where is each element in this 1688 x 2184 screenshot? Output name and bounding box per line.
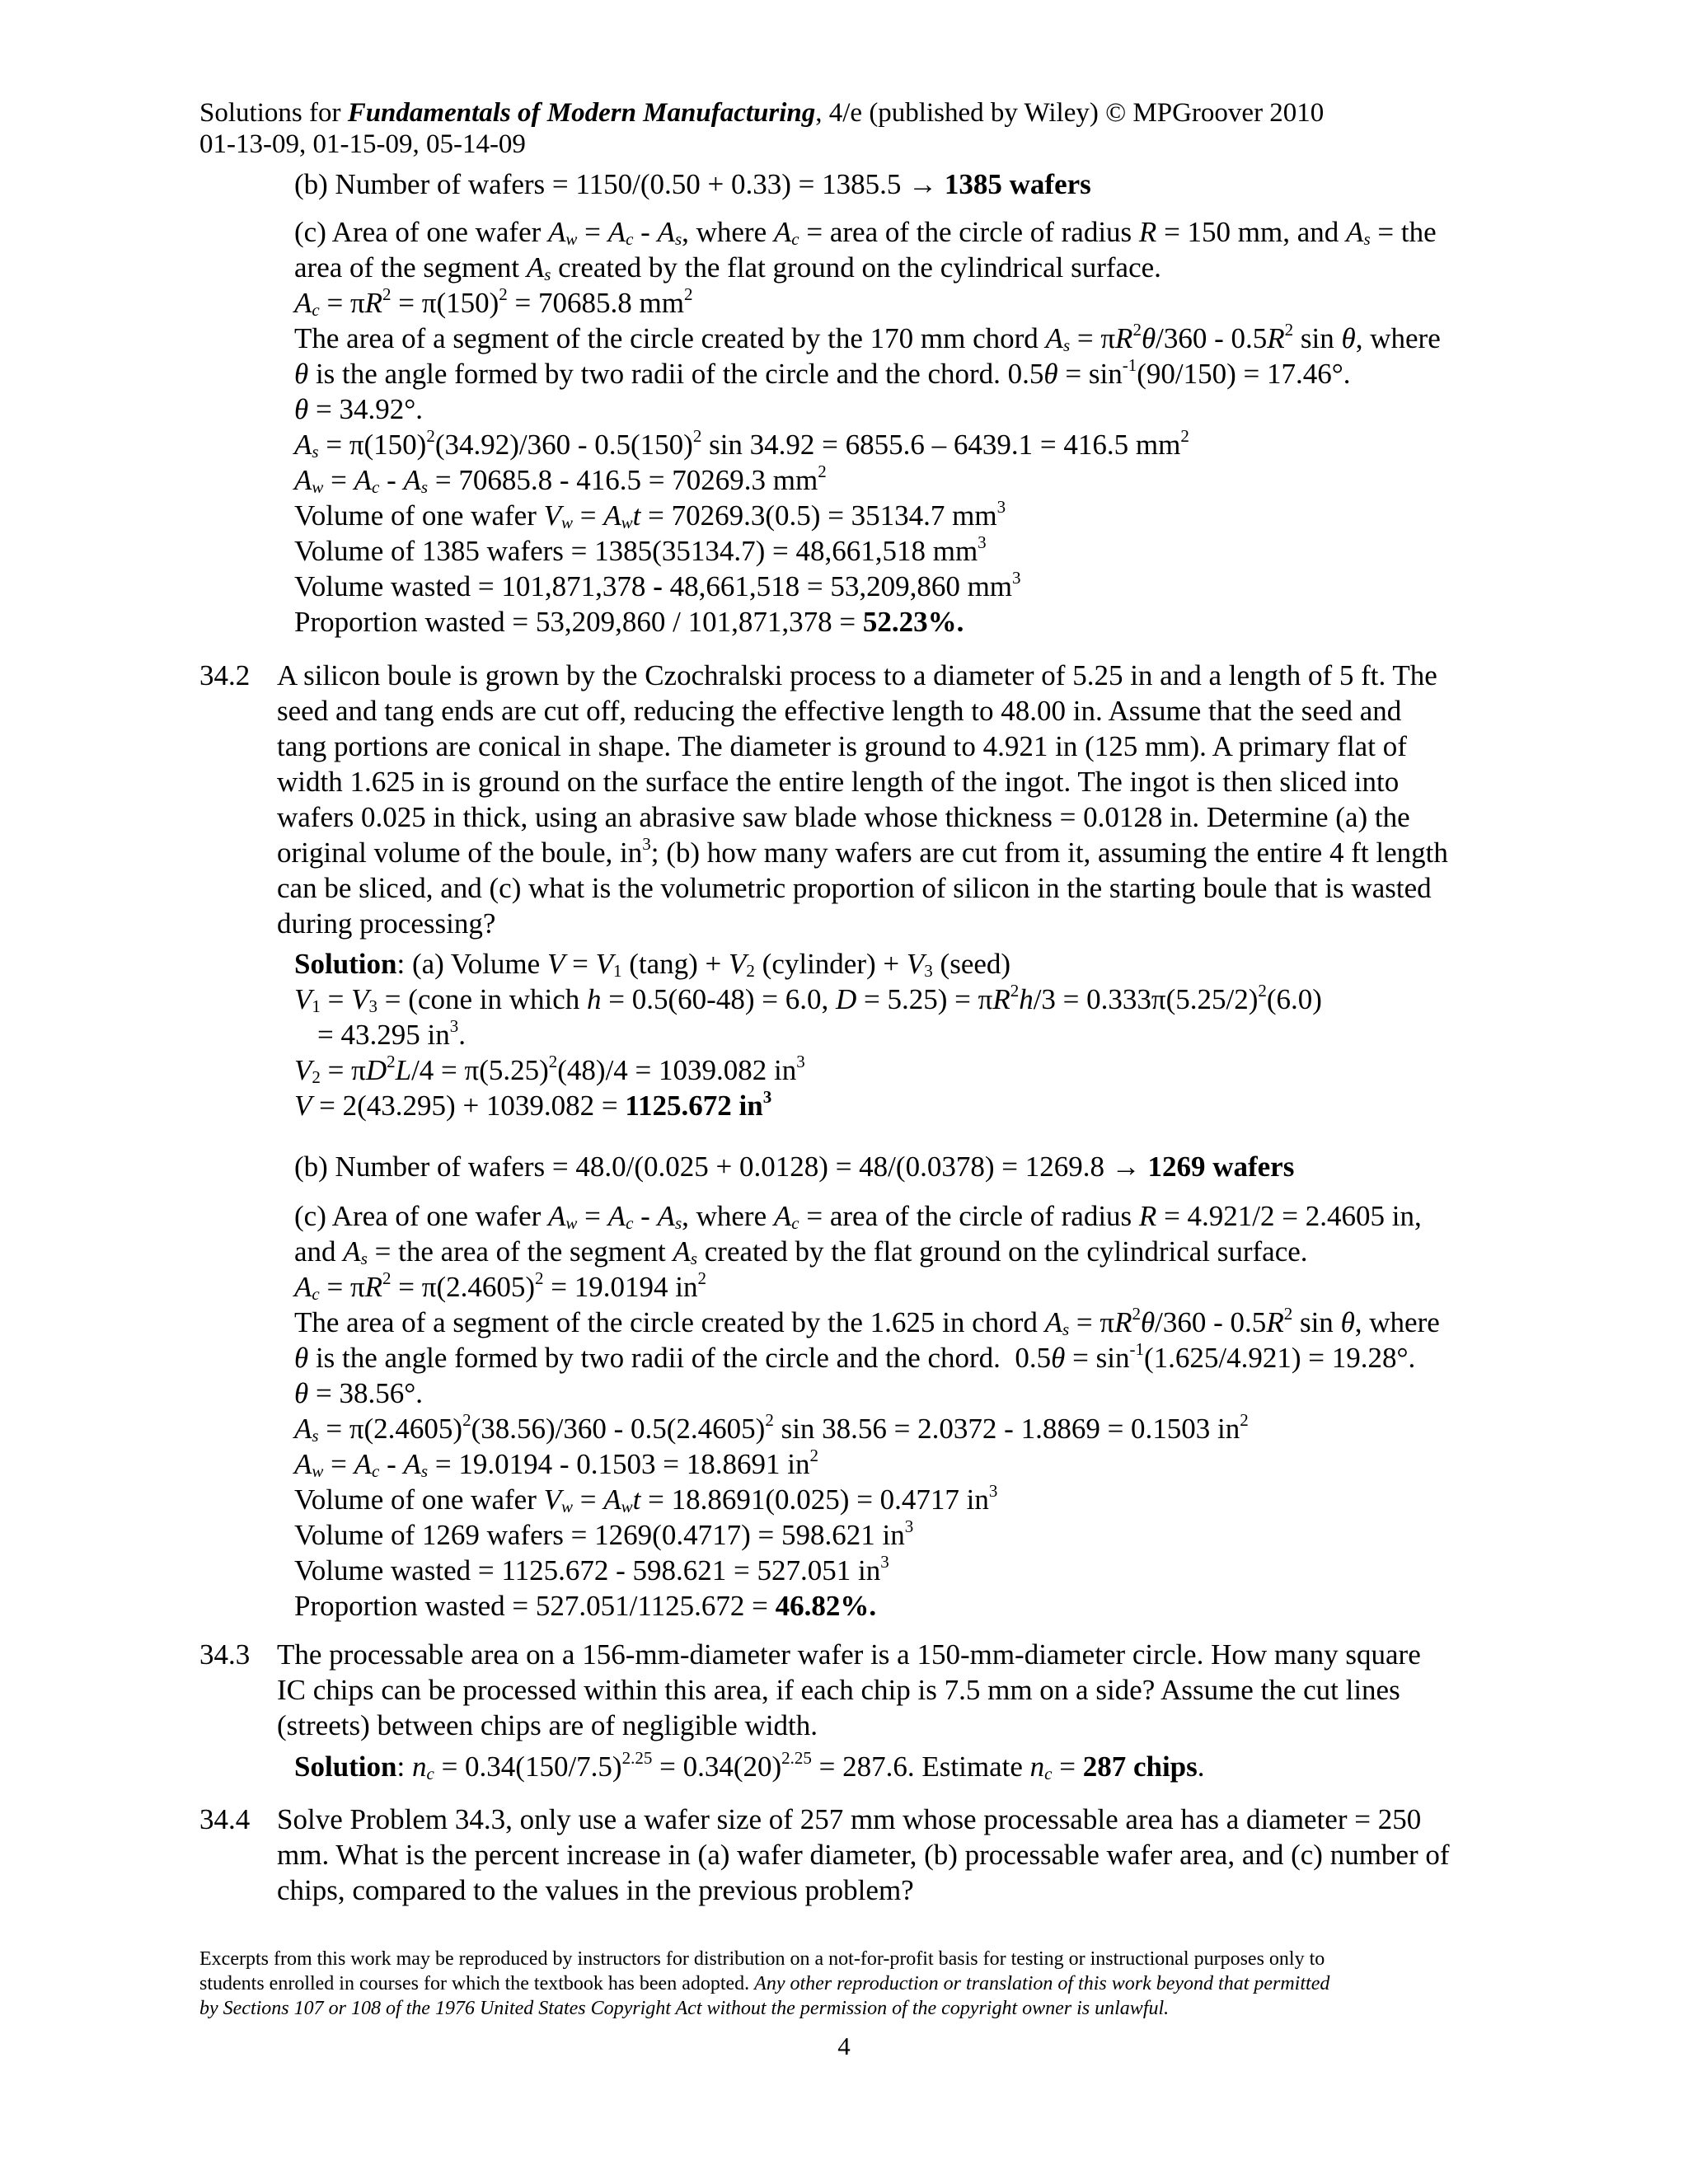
p342-part-b: (b) Number of wafers = 48.0/(0.025 + 0.0128) = 48/(0.0378) = 1269.8 → 1269 wafers (294, 1151, 1295, 1183)
p342-part-c: (c) Area of one wafer $A_w = A_c - A_s$, where $A_c$ = area of the circle of radius R = 4.921/2 = 2.4605 in, and $A_s$ = the area of the segment $A_s$ created by the flat ground on the cylindrical surface. $A_c = \pi R^2 = \pi(2.4605)^2 = 19.0194$ $in^2$ The area of a segment of the circle created by the 1.625 in chord $A_s = \pi R^2\theta/360 - 0.5R^2$ sin θ, where θ is the angle formed by two radii of the circle and the chord. $0.5\theta = \sin^{-1}(1.625/4.921) = 19.28^\circ$. θ = 38.56°. $A_s = \pi(2.4605)^2(38.56)/360 - 0.5(2.4605)^2$ sin 38.56 = 2.0372 - 1.8869 = 0.1503 $in^2$ $A_w = A_c - A_s = 19.0194 - 0.1503 = 18.8691$ $in^2$ Volume of one wafer $V_w = A_wt = 18.8691(0.025) = 0.4717$ $in^3$ Volume of 1269 wafers = 1269(0.4717) = 598.621 $in^3$ Volume wasted = 1125.672 - 598.621 = 527.051 $in^3$ Proportion wasted = 527.051/1125.672 = 46.82%. (294, 1200, 1440, 1622)
problem-statement: Solve Problem 34.3, only use a wafer size of 257 mm whose processable area has a diameter = 250 mm. What is the percent increase in (a) wafer diameter, (b) processable wafer area, and (c) number of chips, compared to the values in the previous problem? (277, 1803, 1450, 1906)
p341-b-answer: 1385 wafers (944, 168, 1091, 200)
header-line-2: 01-13-09, 01-15-09, 05-14-09 (199, 129, 526, 159)
page-number: 4 (837, 2032, 851, 2060)
problem-statement: A silicon boule is grown by the Czochralski process to a diameter of 5.25 in and a length of 5 ft. The seed and tang ends are cut off, reducing the effective length to 48.00 in. Assume that the seed and tang portions are conical in shape. The diameter is ground to 4.921 in (125 mm). A primary flat of width 1.625 in is ground on the surface the entire length of the ingot. The ingot is then sliced into wafers 0.025 in thick, using an abrasive saw blade whose thickness = 0.0128 in. Determine (a) the original volume of the boule, $in^3$; (b) how many wafers are cut from it, assuming the entire 4 ft length can be sliced, and (c) what is the volumetric proportion of silicon in the starting boule that is wasted during processing? (277, 659, 1448, 940)
p343-solution: Solution: $n_c = 0.34(150/7.5)^{2.25} = 0.34(20)^{2.25} = 287.6$. Estimate $n_c = 287$ chips. (294, 1747, 1205, 1784)
problem-number: 34.3 (199, 1638, 251, 1671)
problem-number: 34.2 (199, 659, 251, 691)
p341-part-c: (c) Area of one wafer $A_w = A_c - A_s$, where $A_c$ = area of the circle of radius R = 150 mm, and $A_s$ = the area of the segment $A_s$ created by the flat ground on the cylindrical surface. $A_c = \pi R^2 = \pi(150)^2 = 70685.8$ $mm^2$ The area of a segment of the circle created by the 170 mm chord $A_s = \pi R^2\theta/360 - 0.5R^2$ sin θ, where θ is the angle formed by two radii of the circle and the chord. $0.5\theta = \sin^{-1}(90/150) = 17.46^\circ$. θ = 34.92°. $A_s = \pi(150)^2(34.92)/360 - 0.5(150)^2$ sin 34.92 = 6855.6 – 6439.1 = 416.5 $mm^2$ $A_w = A_c - A_s = 70685.8 - 416.5 = 70269.3$ $mm^2$ Volume of one wafer $V_w = A_wt = 70269.3(0.5) = 35134.7$ $mm^3$ Volume of 1385 wafers = 1385(35134.7) = 48,661,518 $mm^3$ Volume wasted = 101,871,378 - 48,661,518 = 53,209,860 $mm^3$ Proportion wasted = 53,209,860 / 101,871,378 = 52.23%. (294, 216, 1441, 638)
p342-b-answer: 1269 wafers (1147, 1151, 1295, 1183)
copyright-footer: Excerpts from this work may be reproduced by instructors for distribution on a not-for-profit basis for testing or instructional purposes only to students enrolled in courses for which the textbook has been adopted. Any other reproduction or translation of this work beyond that permitted by Sections 107 or 108 of the 1976 United States Copyright Act without the permission of the copyright owner is unlawful. (199, 1948, 1330, 2019)
p341-part-b: (b) Number of wafers = 1150/(0.50 + 0.33) = 1385.5 → 1385 wafers (294, 168, 1091, 200)
book-title: Fundamentals of Modern Manufacturing (347, 98, 816, 128)
problem-number: 34.4 (199, 1803, 251, 1835)
problem-statement: The processable area on a 156-mm-diameter wafer is a 150-mm-diameter circle. How many square IC chips can be processed within this area, if each chip is 7.5 mm on a side? Assume the cut lines (streets) between chips are of negligible width. (277, 1638, 1421, 1741)
header-line-1: Solutions for Fundamentals of Modern Manufacturing, 4/e (published by Wiley) © MPGroover 2010 (199, 98, 1325, 128)
page-header (199, 97, 1324, 160)
p342-solution-a: Solution: (a) Volume $V = V_1$ $(\tan g) + V_2$ (cylinder) + $V_3$ (seed) $V_1 = V_3$ = (cone in which h = 0.5(60-48) = 6.0, $D = 5.25) = \pi R^2h/3 = 0.333\pi(5.25/2)^2(6.0)$ = 43.295 $in^3$. $V_2 = \pi D^2L/4 = \pi(5.25)^2(48)/4 = 1039.082$ $in^3$ V = 2(43.295) + 1039.082 = 1125.672 $in^3$ (294, 948, 1322, 1122)
